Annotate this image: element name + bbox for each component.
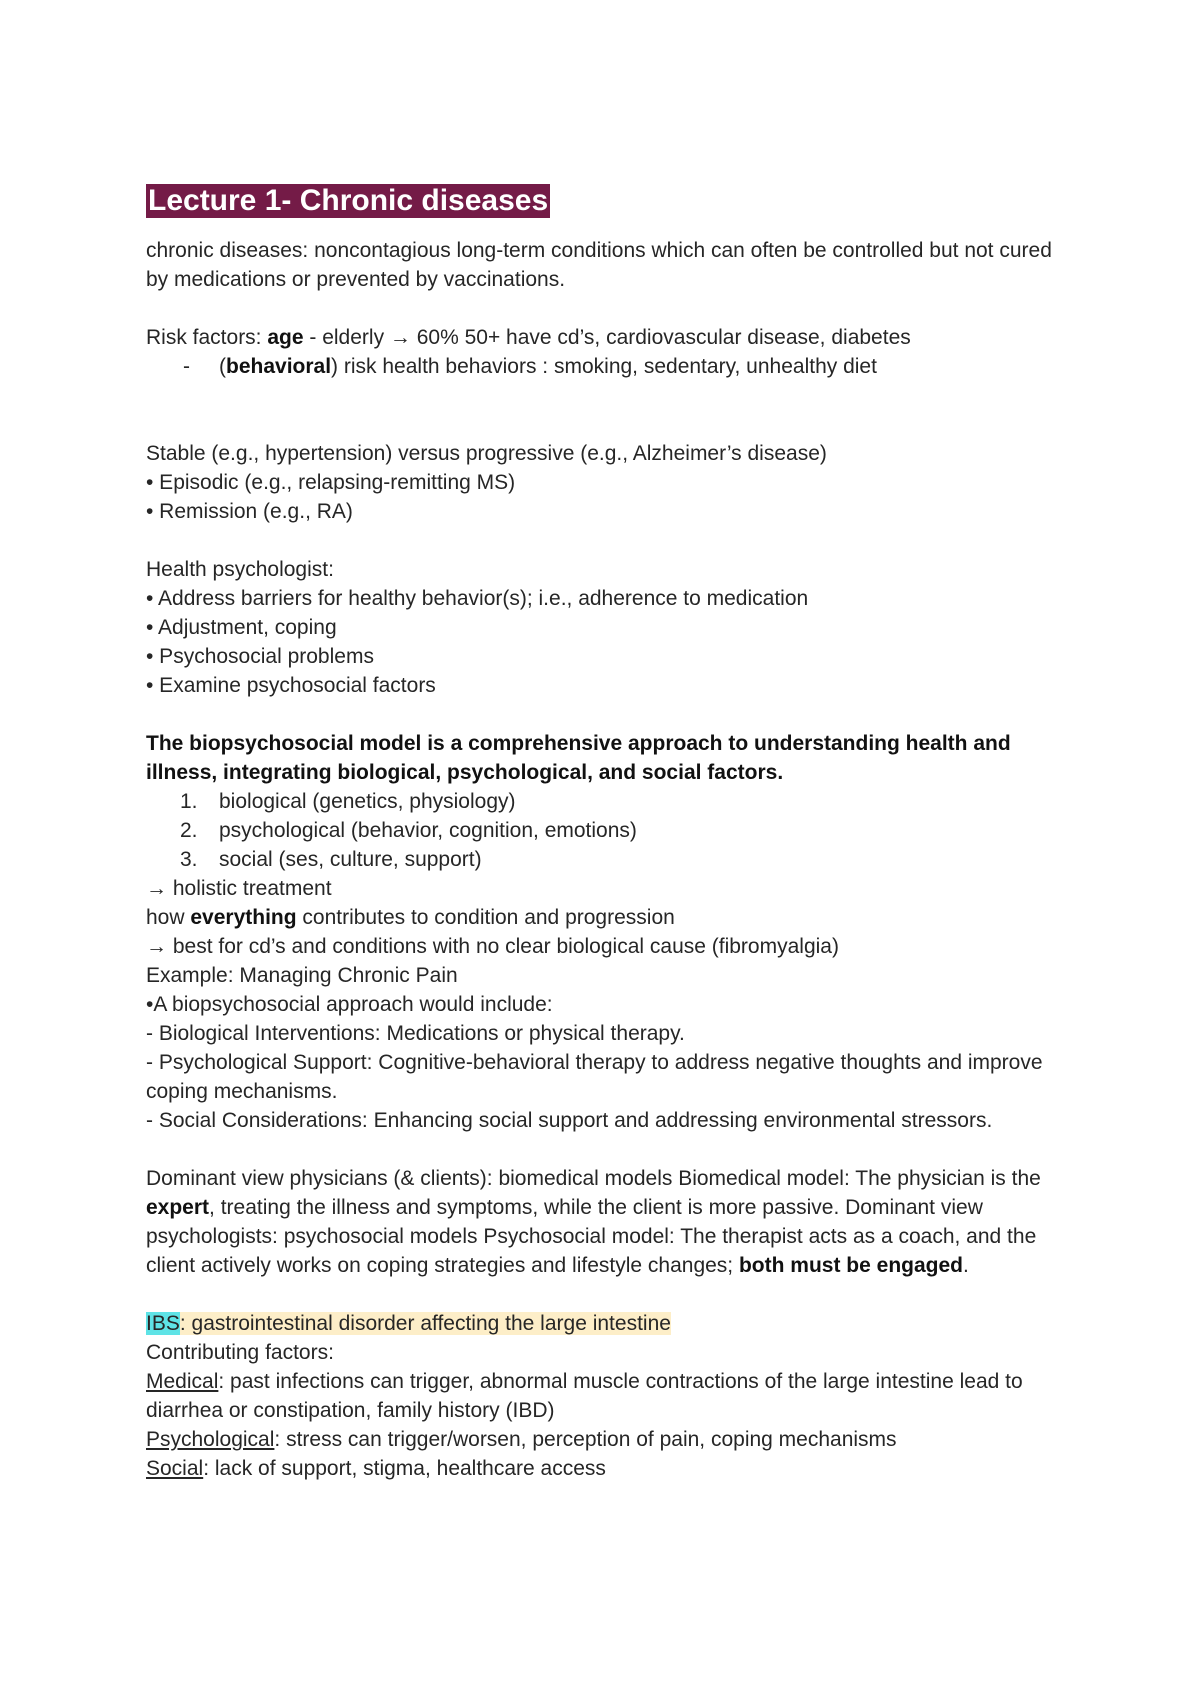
list-item: • Address barriers for healthy behavior(s); i.e., adherence to medication — [146, 587, 809, 610]
expert-bold: expert — [146, 1196, 210, 1219]
dominant-text-2: , treating the illness and symptoms, while the client is more passive. Dominant view psychologists: psychosocial models Psychosocial model: The therapist acts as a coach, and the client actively works on coping strategies and lifestyle changes; — [146, 1196, 1037, 1277]
holistic-line: → holistic treatment — [146, 877, 332, 900]
dominant-text-1: Dominant view physicians (& clients): biomedical models Biomedical model: The physician is the — [146, 1167, 1041, 1190]
risk-prefix: Risk factors: — [146, 326, 268, 349]
approach-line: •A biopsychosocial approach would include: — [146, 993, 553, 1016]
everything-line — [146, 903, 1076, 932]
course-line: • Episodic (e.g., relapsing-remitting MS) — [146, 471, 516, 494]
everything-pre: how — [146, 906, 191, 929]
numbered-text: biological (genetics, physiology) — [219, 790, 516, 813]
example-line: Example: Managing Chronic Pain — [146, 964, 458, 987]
dash-marker: - — [183, 355, 190, 378]
number-marker: 1. — [180, 790, 198, 813]
psych-support-line: - Psychological Support: Cognitive-behavioral therapy to address negative thoughts and improve coping mechanisms. — [146, 1051, 1043, 1103]
risk-rest: - elderly → 60% 50+ have cd’s, cardiovascular disease, diabetes — [303, 326, 911, 349]
number-marker: 2. — [180, 819, 198, 842]
definition-paragraph: chronic diseases: noncontagious long-term conditions which can often be controlled but not cured by medications or prevented by vaccinations. — [146, 239, 1052, 291]
numbered-text: psychological (behavior, cognition, emotions) — [219, 819, 637, 842]
social-label: Social — [146, 1457, 204, 1480]
medical-label: Medical — [146, 1370, 219, 1393]
document-page — [146, 184, 1076, 1483]
both-engaged-bold: both must be engaged — [738, 1254, 963, 1277]
psychological-factors — [146, 1425, 1076, 1454]
bio-interventions-line: - Biological Interventions: Medications or physical therapy. — [146, 1022, 685, 1045]
ibs-term: IBS — [146, 1312, 180, 1335]
social-factors — [146, 1454, 1076, 1483]
ibs-definition-line — [146, 1309, 1076, 1338]
numbered-item — [146, 816, 1076, 845]
risk-sub-rest: ) risk health behaviors : smoking, sedentary, unhealthy diet — [331, 355, 877, 378]
course-line: Stable (e.g., hypertension) versus progressive (e.g., Alzheimer’s disease) — [146, 442, 827, 465]
medical-text: : past infections can trigger, abnormal muscle contractions of the large intestine lead to diarrhea or constipation, family history (IBD) — [146, 1370, 1023, 1422]
behavioral-bold: behavioral — [226, 355, 332, 378]
list-item: • Examine psychosocial factors — [146, 674, 436, 697]
everything-bold: everything — [190, 906, 297, 929]
contributing-heading: Contributing factors: — [146, 1341, 334, 1364]
risk-sub-item — [146, 352, 1076, 381]
everything-post: contributes to condition and progression — [296, 906, 675, 929]
social-text: : lack of support, stigma, healthcare access — [203, 1457, 606, 1480]
medical-factors — [146, 1367, 1076, 1425]
psychological-text: : stress can trigger/worsen, perception of pain, coping mechanisms — [274, 1428, 897, 1451]
biopsych-heading-text: The biopsychosocial model is a comprehensive approach to understanding health and illness, integrating biological, psychological, and social factors. — [146, 732, 1011, 784]
page-title: Lecture 1- Chronic diseases — [148, 184, 549, 217]
paren-open: ( — [219, 355, 226, 378]
numbered-item — [146, 845, 1076, 874]
dominant-text-3: . — [963, 1254, 969, 1277]
course-line: • Remission (e.g., RA) — [146, 500, 353, 523]
numbered-item — [146, 787, 1076, 816]
list-item: • Adjustment, coping — [146, 616, 337, 639]
biopsych-heading — [146, 729, 1076, 787]
numbered-text: social (ses, culture, support) — [219, 848, 482, 871]
number-marker: 3. — [180, 848, 198, 871]
social-considerations-line: - Social Considerations: Enhancing social support and addressing environmental stressors. — [146, 1109, 993, 1132]
ibs-definition: : gastrointestinal disorder affecting the large intestine — [179, 1312, 671, 1335]
risk-factors-line — [146, 323, 1076, 352]
psychological-label: Psychological — [146, 1428, 275, 1451]
dominant-view-paragraph — [146, 1164, 1076, 1280]
risk-bold: age — [267, 326, 304, 349]
best-for-line: → best for cd’s and conditions with no clear biological cause (fibromyalgia) — [146, 935, 839, 958]
list-item: • Psychosocial problems — [146, 645, 374, 668]
health-psych-heading: Health psychologist: — [146, 558, 334, 581]
